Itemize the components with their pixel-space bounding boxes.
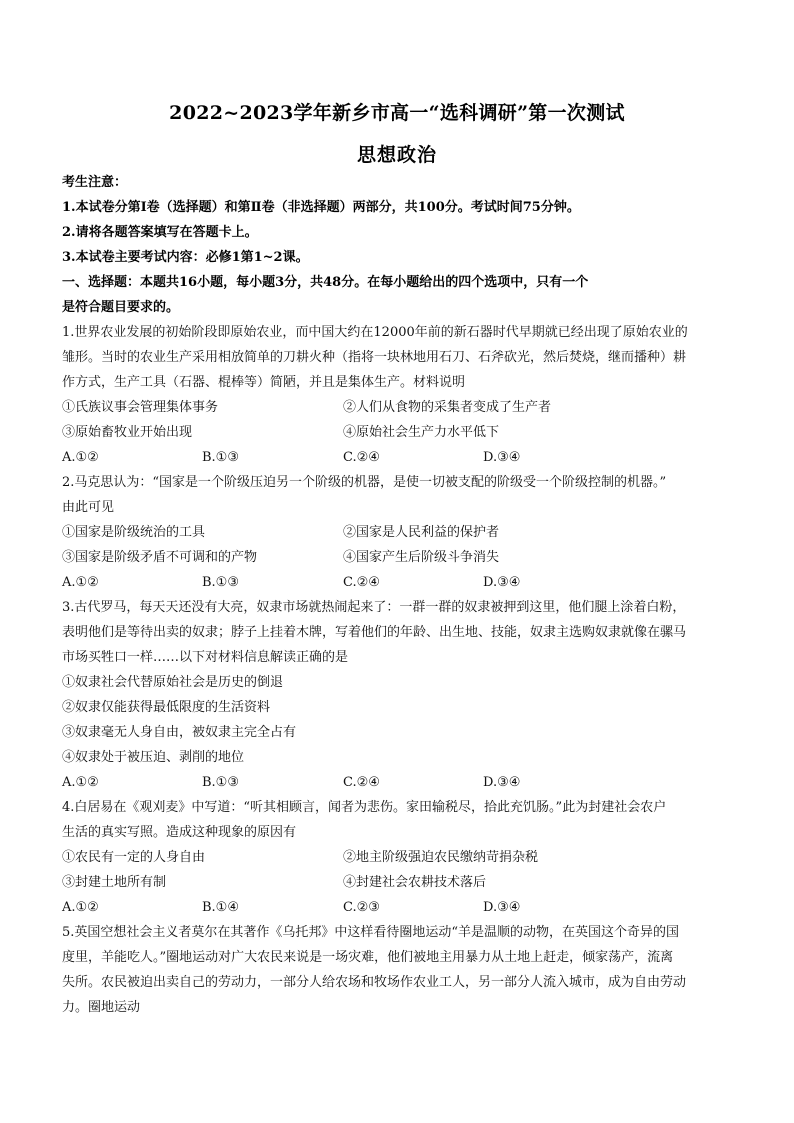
question-3-text: 市场买牲口一样……以下对材料信息解读正确的是	[62, 650, 349, 665]
question-2-text: 2.马克思认为：“国家是一个阶级压迫另一个阶级的机器，是使一切被支配的阶级受一个阶级控制的机器。”	[62, 475, 667, 490]
exam-title: 2022~2023学年新乡市高一“选科调研”第一次测试	[169, 102, 625, 124]
q4-choice-c: C.②③	[343, 900, 380, 915]
q2-choice-b: B.①③	[202, 575, 239, 590]
q4-statement: ②地主阶级强迫农民缴纳苛捐杂税	[343, 850, 539, 865]
question-2-text: 由此可见	[62, 500, 115, 515]
q2-choice-c: C.②④	[343, 575, 380, 590]
q4-statement: ④封建社会农耕技术落后	[343, 875, 487, 890]
q4-choice-a: A.①②	[62, 900, 99, 915]
subject-title: 思想政治	[356, 144, 437, 166]
q4-statement: ③封建土地所有制	[62, 875, 167, 890]
q4-choice-d: D.③④	[483, 900, 521, 915]
q4-choice-b: B.①④	[202, 900, 239, 915]
q1-choice-a: A.①②	[62, 450, 99, 465]
q2-statement: ④国家产生后阶级斗争消失	[343, 550, 500, 565]
q2-statement: ③国家是阶级矛盾不可调和的产物	[62, 550, 258, 565]
q3-statement: ④奴隶处于被压迫、剥削的地位	[62, 750, 245, 765]
q2-choice-a: A.①②	[62, 575, 99, 590]
q1-statement: ①氏族议事会管理集体事务	[62, 400, 219, 415]
q2-choice-d: D.③④	[483, 575, 521, 590]
q3-choice-a: A.①②	[62, 775, 99, 790]
question-5-text: 力。圈地运动	[62, 1000, 141, 1015]
notice-heading: 考生注意：	[62, 175, 128, 190]
q2-statement: ①国家是阶级统治的工具	[62, 525, 206, 540]
question-3-text: 表明他们是等待出卖的奴隶；脖子上挂着木牌，写着他们的年龄、出生地、技能，奴隶主选购奴隶就像在骡马	[62, 625, 687, 640]
q3-choice-b: B.①③	[202, 775, 239, 790]
q1-choice-c: C.②④	[343, 450, 380, 465]
notice-item: 2.请将各题答案填写在答题卡上。	[62, 225, 258, 240]
question-5-text: 度里，羊能吃人。”圈地运动对广大农民来说是一场灾难，他们被地主用暴力从土地上赶走，倾家荡产，流离	[62, 950, 674, 965]
q3-choice-d: D.③④	[483, 775, 521, 790]
question-5-text: 失所。农民被迫出卖自己的劳动力，一部分人给农场和牧场作农业工人，另一部分人流入城市，成为自由劳动	[62, 975, 687, 990]
q2-statement: ②国家是人民利益的保护者	[343, 525, 500, 540]
question-4-text: 生活的真实写照。造成这种现象的原因有	[62, 825, 297, 840]
question-3-text: 3.古代罗马，每天天还没有大亮，奴隶市场就热闹起来了：一群一群的奴隶被押到这里，他们腿上涂着白粉，	[62, 600, 686, 615]
section-heading-cont: 是符合题目要求的。	[62, 300, 180, 315]
question-5-text: 5.英国空想社会主义者莫尔在其著作《乌托邦》中这样看待圈地运动“羊是温顺的动物，在英国这个奇异的国	[62, 925, 680, 940]
q3-statement: ②奴隶仅能获得最低限度的生活资料	[62, 700, 271, 715]
notice-item: 1.本试卷分第Ⅰ卷（选择题）和第Ⅱ卷（非选择题）两部分，共100分。考试时间75分钟。	[62, 200, 580, 215]
q1-choice-d: D.③④	[483, 450, 521, 465]
q3-statement: ③奴隶毫无人身自由，被奴隶主完全占有	[62, 725, 297, 740]
question-1-text: 雏形。当时的农业生产采用相放简单的刀耕火种（指将一块林地用石刀、石斧砍光，然后焚烧，继而播种）耕	[62, 350, 687, 365]
question-4-text: 4.白居易在《观刈麦》中写道：“听其相顾言，闻者为悲伤。家田输税尽，拾此充饥肠。”此为封建社会农户	[62, 800, 667, 815]
question-1-text: 1.世界农业发展的初始阶段即原始农业，而中国大约在12000年前的新石器时代早期就已经出现了原始农业的	[62, 325, 688, 340]
q1-choice-b: B.①③	[202, 450, 239, 465]
q1-statement: ③原始畜牧业开始出现	[62, 425, 193, 440]
notice-item: 3.本试卷主要考试内容：必修1第1~2课。	[62, 250, 309, 265]
q3-choice-c: C.②④	[343, 775, 380, 790]
q3-statement: ①奴隶社会代替原始社会是历史的倒退	[62, 675, 284, 690]
q1-statement: ④原始社会生产力水平低下	[343, 425, 500, 440]
q1-statement: ②人们从食物的采集者变成了生产者	[343, 400, 552, 415]
section-heading: 一、选择题：本题共16小题，每小题3分，共48分。在每小题给出的四个选项中，只有一个	[62, 275, 589, 290]
question-1-text: 作方式，生产工具（石器、棍棒等）简陋，并且是集体生产。材料说明	[62, 375, 466, 390]
q4-statement: ①农民有一定的人身自由	[62, 850, 206, 865]
